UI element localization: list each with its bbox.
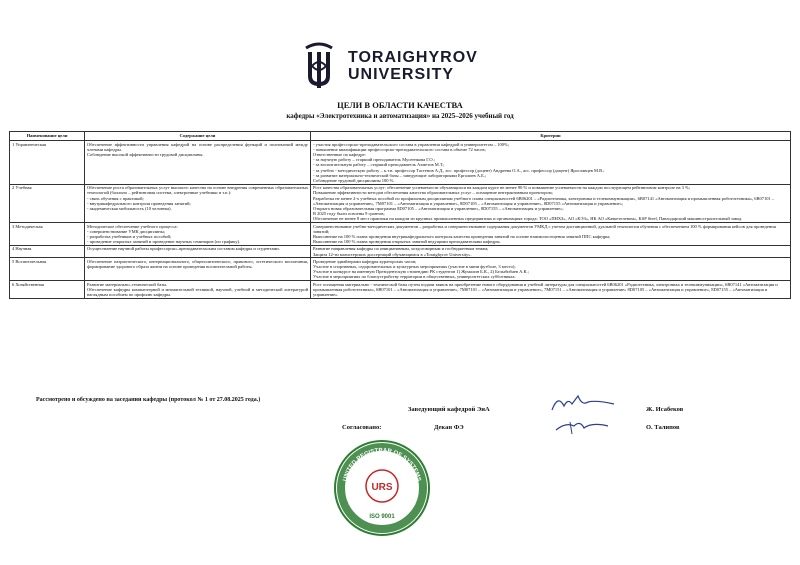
cell-line: - за учебно - методическую работу – к.т.н. профессор Тастенов А.Д., асс. профессор (доцент) Андреева О.А., асс. профессор (доцент) Ярославцев М.В.; <box>313 167 605 173</box>
goal-content-cell <box>85 184 311 222</box>
cell-line: Разработка не менее 2-х учебных пособий по профильным дисциплинам учебного плана специальностей 6В06201 – «Радиотехника, электроника и телекоммуникации», 6В07141 «Автоматизация и промышленная робототехника», 6В07101 – «Автоматизация и управление», 7М07101 – «Автоматизация и управление», 8D07105 – «Автоматизация и управление», 8D07155 «Автоматизация и управление»; <box>313 195 775 206</box>
document-subtitle: кафедры «Электротехника и автоматизация» на 2025–2026 учебный год <box>286 112 514 120</box>
cell-line: - внутрикафедрального контроля проведения занятий; <box>87 200 191 206</box>
department-head-name: Ж. Исабеков <box>646 406 684 413</box>
cell-line: Защита 12-ти магистерских диссертаций обучающимся в «Toraighyrov University». <box>313 251 472 257</box>
stamp-center-text: URS <box>371 482 393 493</box>
cell-line: Обеспечение роста образовательных услуг высокого качества на основе внедрения современных образовательных технологий (балльно – рейтинговая система, электронные учебники и т.п.): <box>87 185 308 196</box>
cell-line: - разработка учебников и учебных пособий; <box>87 233 172 239</box>
head-signature <box>548 392 618 414</box>
table-row <box>10 258 791 281</box>
agreed-label: Согласовано: <box>342 424 382 431</box>
department-head-label: Заведующий кафедрой ЭиА <box>408 406 490 413</box>
iso-certification-stamp <box>332 438 432 538</box>
goal-name-cell: 2 Учебная <box>10 184 85 222</box>
cell-line: Осуществление научной работы профессорско–преподавательским составом кафедры и студентами. <box>87 246 280 252</box>
cell-line: Рост оснащения материально - технической базы путем подачи заявок на приобретение нового оборудования и учебной литературы для специальностей 6В06201 «Радиотехника, электроника и телекоммуникации», 6В07141 «Автоматизация и промышленная робототехника», 6В07101 – «Автоматизация и управление», 7М07101 – «Автоматизация и управление», 7М07151 – «Автоматизация и управление» 8D07105 – «Автоматизация и управление», 8D07155 – «Автоматизация и управление». <box>313 281 778 297</box>
cell-line: - за развитие материально-технической базы – заведующие лабораториями Ергалиев А.Б.; <box>313 172 487 178</box>
stamp-top-text: UNITED REGISTRAR OF SYSTEMS <box>342 447 422 483</box>
quality-goals-table <box>9 131 791 299</box>
goal-name-cell: 6 Хозяйственная <box>10 281 85 299</box>
table-row <box>10 245 791 257</box>
cell-line: - за воспитательную работу – старший преподаватель Ахметов М.Т.; <box>313 162 445 168</box>
goal-criteria-cell <box>311 258 791 281</box>
goal-criteria-cell <box>311 281 791 299</box>
cell-line: Соблюдение трудовой дисциплины 100 %. <box>313 177 395 183</box>
discussion-note: Рассмотрено и обсуждено на заседании кафедры (протокол № 1 от 27.08.2025 года.) <box>36 397 261 403</box>
cell-line: Выполнение на 100 % плана проведения открытых занятий ведущими преподавателями кафедры. <box>313 239 501 245</box>
dean-signature <box>552 418 612 436</box>
table-header-row <box>10 132 791 141</box>
cell-line: - связь обучения с практикой; <box>87 195 144 201</box>
goal-name-cell: 5 Воспитательная <box>10 258 85 281</box>
column-header: Критерии <box>311 132 791 141</box>
table-row <box>10 223 791 246</box>
goal-name-cell: 1 Управленческая <box>10 141 85 185</box>
stamp-bottom-text: ISO 9001 <box>369 514 395 520</box>
cell-line: Соблюдение высокой эффективности трудовой дисциплины. <box>87 151 204 157</box>
goal-criteria-cell <box>311 245 791 257</box>
cell-line: Совершенствование учебно-методических документов – разработка и совершенствование содержания документов УМКД с учетом дистанционной, дуальной технологии обучения с обеспечением 100 % формирования кейсов для проведения занятий; <box>313 223 776 234</box>
dean-label: Декан ФЭ <box>434 424 464 431</box>
goal-criteria-cell <box>311 184 791 222</box>
university-logo <box>298 42 478 90</box>
cell-line: Участие в спортивных, оздоровительных и культурных мероприятиях (участие в мини футболе, 3 место); <box>313 263 516 269</box>
column-header: Содержание цели <box>85 132 311 141</box>
cell-line: Участие в конкурсе на именную Президентскую стипендию РК студентов 1) Жумалин Б.К., 2) Белыбибаев А.К.; <box>313 269 529 275</box>
cell-line: В 2025 году были освоены 9 грантов; <box>313 211 385 217</box>
dean-name: О. Талипов <box>646 424 680 431</box>
goal-name-cell: 3 Методическая <box>10 223 85 246</box>
cell-line: - проведение открытых занятий и проведение научных семинаров (по графику). <box>87 239 241 245</box>
cell-line: Ответственные по кафедре: <box>313 151 366 157</box>
cell-line: Обеспечение кафедры компьютерной и множительной техникой, научной, учебной и методической литературой наглядным пособием по профилю кафедры. <box>87 286 308 297</box>
cell-line: Обеспечение не менее 8 мест практики на каждом из крупных промышленных предприятиях и организациях города: ТОО «ПНХЗ», АО «КЭЗ», НК АО «Качкетеленом», KSP Steel, Павлодарский машиностроительный завод. <box>313 216 743 222</box>
cell-line: - за научную работу – старший преподаватель Мусеенкова Г.О.; <box>313 157 436 163</box>
cell-line: Обеспечение эффективности управления кафедрой на основе распределения функций и полномочий между членами кафедры. <box>87 141 308 152</box>
table-row <box>10 184 791 222</box>
cell-line: Повышение эффективности методов обеспечения качества образовательных услуг – оснащение интерактивным проектором; <box>313 190 553 196</box>
goal-content-cell <box>85 281 311 299</box>
logo-line-1: TORAIGHYROV <box>348 49 478 66</box>
cell-line: Проведение эдвайзерами кафедры кураторских часов; <box>313 258 417 264</box>
logo-line-2: UNIVERSITY <box>348 66 455 83</box>
goal-name-cell: 4 Научная <box>10 245 85 257</box>
column-header: Наименование цели <box>10 132 85 141</box>
cell-line: - повышение квалификации профессорско-преподавательского состава в объеме 72 часов; <box>313 146 486 152</box>
cell-line: Развитие направления кафедры по инициативным, хоздоговорным и госбюджетным темам; <box>313 246 489 252</box>
table-row <box>10 281 791 299</box>
cell-line: Обеспечение патриотического, интернационального, общеполитического, правового, эстетического воспитания, формирование здорового образа жизни на основе проведения воспитательной работы. <box>87 258 308 269</box>
cell-line: - академическая мобильность (10 человека). <box>87 205 172 211</box>
cell-line: Выполнение на 100 % плана проведения внутрикафедрального контроля качества проведения занятий на основе взаимопосещения занятий ППС кафедры; <box>313 233 611 239</box>
goal-content-cell <box>85 223 311 246</box>
cell-line: - совершенствование УМК дисциплины; <box>87 228 165 234</box>
goal-criteria-cell <box>311 141 791 185</box>
goal-content-cell <box>85 258 311 281</box>
document-title: ЦЕЛИ В ОБЛАСТИ КАЧЕСТВА <box>337 100 463 110</box>
cell-line: Методическое обеспечение учебного процесса: <box>87 223 178 229</box>
cell-line: Открыта новая образовательная программа 8D07105 – «Автоматизация и управление», 8D07155 – «Автоматизация и управление»; <box>313 205 564 211</box>
table-row <box>10 141 791 185</box>
cell-line: Участие в мероприятиях по благоустройству территории в общественных, университетских субботниках. <box>313 274 516 280</box>
goal-criteria-cell <box>311 223 791 246</box>
cell-line: Развитие материально–технической базы. <box>87 281 168 287</box>
cell-line: - участия профессорско-преподавательского состава в управлении кафедрой и университетом – 100%; <box>313 141 509 147</box>
cell-line: Рост качества образовательных услуг: обеспечение успеваемости обучающихся на каждом курсе не менее 90 % и повышение успеваемости на каждом последующем рейтинговом контроле на 3 %; <box>313 185 691 191</box>
goal-content-cell <box>85 245 311 257</box>
university-emblem-icon <box>298 42 340 90</box>
goal-content-cell <box>85 141 311 185</box>
